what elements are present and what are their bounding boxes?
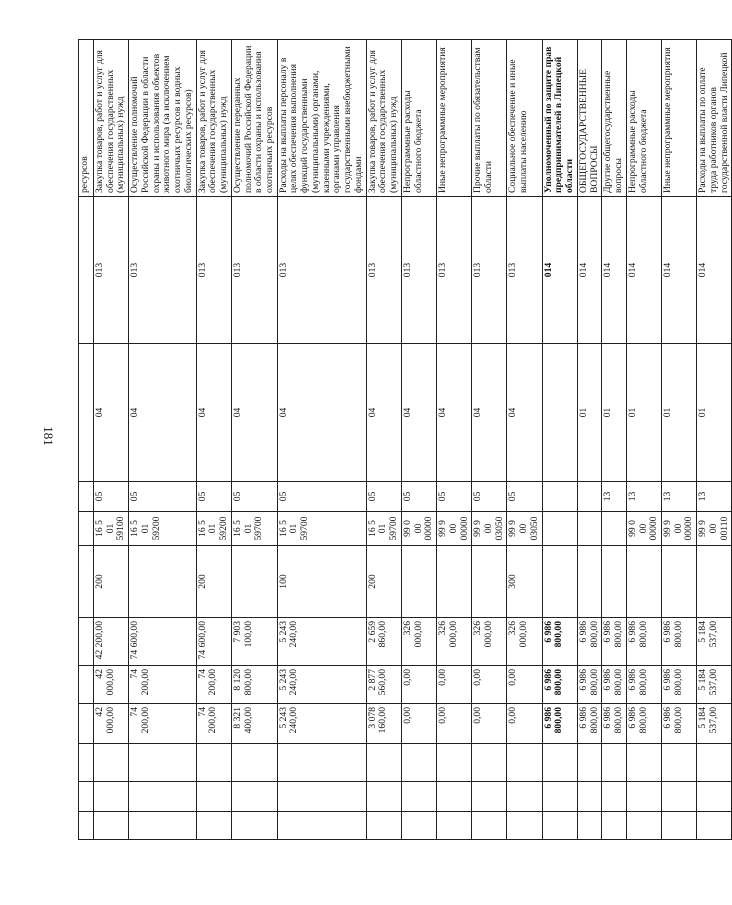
cell-vr bbox=[626, 546, 661, 618]
cell-target: 99 0 00 00000 bbox=[626, 512, 661, 546]
cell-year3: 6 986 800,00 bbox=[661, 704, 696, 744]
cell-year2: 8 120 800,00 bbox=[231, 666, 277, 704]
cell-vr bbox=[661, 546, 696, 618]
cell-empty bbox=[94, 782, 129, 812]
cell-empty bbox=[129, 812, 196, 840]
cell-year3 bbox=[79, 704, 94, 744]
cell-section: 04 bbox=[231, 344, 277, 482]
cell-subsection: 05 bbox=[366, 482, 401, 512]
cell-year2: 6 986 800,00 bbox=[661, 666, 696, 704]
cell-name: Закупка товаров, работ и услуг для обеспечения государственных (муниципальных) нужд bbox=[366, 40, 401, 197]
table-row bbox=[366, 40, 401, 840]
cell-target bbox=[542, 512, 577, 546]
cell-subsection: 05 bbox=[437, 482, 472, 512]
cell-year1: 42 200,00 bbox=[94, 618, 129, 666]
cell-empty bbox=[437, 782, 472, 812]
cell-subsection: 05 bbox=[472, 482, 507, 512]
table-row bbox=[401, 40, 436, 840]
cell-name: ОБЩЕГОСУДАРСТВЕННЫЕ ВОПРОСЫ bbox=[577, 40, 601, 197]
cell-year2: 74 200,00 bbox=[196, 666, 231, 704]
cell-empty bbox=[129, 782, 196, 812]
cell-year3: 6 986 800,00 bbox=[602, 704, 626, 744]
cell-subsection: 13 bbox=[626, 482, 661, 512]
cell-vr: 200 bbox=[366, 546, 401, 618]
cell-vr bbox=[697, 546, 732, 618]
cell-admin: 014 bbox=[661, 197, 696, 344]
cell-target: 16 5 01 59200 bbox=[196, 512, 231, 546]
cell-name: Прочие выплаты по обязательствам области bbox=[472, 40, 507, 197]
cell-empty bbox=[697, 812, 732, 840]
cell-subsection: 13 bbox=[602, 482, 626, 512]
cell-target: 16 5 01 59700 bbox=[231, 512, 277, 546]
cell-year2: 0,00 bbox=[401, 666, 436, 704]
cell-target bbox=[577, 512, 601, 546]
cell-admin: 013 bbox=[129, 197, 196, 344]
cell-year3: 42 000,00 bbox=[94, 704, 129, 744]
cell-section: 04 bbox=[129, 344, 196, 482]
cell-section: 01 bbox=[577, 344, 601, 482]
cell-vr bbox=[231, 546, 277, 618]
budget-table bbox=[78, 39, 732, 840]
cell-year1: 74 600,00 bbox=[196, 618, 231, 666]
cell-year3: 8 321 400,00 bbox=[231, 704, 277, 744]
table-row bbox=[626, 40, 661, 840]
cell-target: 16 5 01 59700 bbox=[277, 512, 366, 546]
cell-year1: 5 184 537,00 bbox=[697, 618, 732, 666]
cell-subsection: 05 bbox=[129, 482, 196, 512]
cell-admin bbox=[79, 197, 94, 344]
cell-section: 04 bbox=[472, 344, 507, 482]
cell-year1: 6 986 800,00 bbox=[661, 618, 696, 666]
cell-admin: 013 bbox=[507, 197, 542, 344]
cell-subsection: 05 bbox=[196, 482, 231, 512]
cell-empty bbox=[697, 782, 732, 812]
cell-empty bbox=[472, 812, 507, 840]
cell-section: 04 bbox=[366, 344, 401, 482]
cell-year3: 74 200,00 bbox=[129, 704, 196, 744]
cell-empty bbox=[437, 812, 472, 840]
cell-name: Непрограммные расходы областного бюджета bbox=[626, 40, 661, 197]
cell-year1 bbox=[79, 618, 94, 666]
cell-empty bbox=[602, 744, 626, 782]
cell-year3: 0,00 bbox=[437, 704, 472, 744]
cell-target: 16 5 01 59100 bbox=[94, 512, 129, 546]
cell-empty bbox=[661, 744, 696, 782]
cell-year3: 6 986 800,00 bbox=[577, 704, 601, 744]
cell-section: 04 bbox=[196, 344, 231, 482]
cell-name: Социальное обеспечение и иные выплаты населению bbox=[507, 40, 542, 197]
cell-year1: 2 659 860,00 bbox=[366, 618, 401, 666]
table-row bbox=[277, 40, 366, 840]
cell-admin: 013 bbox=[231, 197, 277, 344]
cell-vr bbox=[542, 546, 577, 618]
cell-name: Осуществление полномочий Российской Федерации в области охраны и использования объектов животного мира (за исключением охотничьих ресурсов и водных биологических ресурсов) bbox=[129, 40, 196, 197]
cell-vr bbox=[577, 546, 601, 618]
cell-vr: 200 bbox=[196, 546, 231, 618]
cell-empty bbox=[577, 744, 601, 782]
cell-empty bbox=[577, 812, 601, 840]
cell-year1: 6 986 800,00 bbox=[577, 618, 601, 666]
cell-empty bbox=[602, 782, 626, 812]
cell-empty bbox=[231, 782, 277, 812]
cell-section: 01 bbox=[602, 344, 626, 482]
cell-section bbox=[79, 344, 94, 482]
cell-section: 04 bbox=[277, 344, 366, 482]
cell-empty bbox=[79, 744, 94, 782]
cell-subsection: 05 bbox=[507, 482, 542, 512]
cell-empty bbox=[507, 782, 542, 812]
cell-admin: 013 bbox=[94, 197, 129, 344]
cell-name: Уполномоченный по защите прав предпринимателей в Липецкой области bbox=[542, 40, 577, 197]
cell-admin: 014 bbox=[626, 197, 661, 344]
cell-name: Закупка товаров, работ и услуг для обеспечения государственных (муниципальных) нужд bbox=[94, 40, 129, 197]
cell-admin: 014 bbox=[697, 197, 732, 344]
cell-admin: 013 bbox=[401, 197, 436, 344]
cell-year3: 3 078 160,00 bbox=[366, 704, 401, 744]
cell-empty bbox=[661, 812, 696, 840]
cell-year1: 7 903 100,00 bbox=[231, 618, 277, 666]
cell-subsection bbox=[542, 482, 577, 512]
table-row bbox=[697, 40, 732, 840]
cell-year2: 5 243 240,00 bbox=[277, 666, 366, 704]
cell-section: 04 bbox=[507, 344, 542, 482]
cell-year2: 42 000,00 bbox=[94, 666, 129, 704]
cell-admin: 013 bbox=[366, 197, 401, 344]
cell-year1: 6 986 800,00 bbox=[542, 618, 577, 666]
cell-target: 16 5 01 59200 bbox=[129, 512, 196, 546]
cell-admin: 013 bbox=[437, 197, 472, 344]
cell-empty bbox=[79, 782, 94, 812]
cell-year2: 6 986 800,00 bbox=[577, 666, 601, 704]
cell-year1: 326 000,00 bbox=[437, 618, 472, 666]
cell-empty bbox=[472, 744, 507, 782]
cell-target: 99 9 00 03050 bbox=[472, 512, 507, 546]
cell-year1: 326 000,00 bbox=[401, 618, 436, 666]
cell-year3: 6 986 800,00 bbox=[542, 704, 577, 744]
cell-empty bbox=[626, 782, 661, 812]
cell-target: 99 0 00 00000 bbox=[401, 512, 436, 546]
cell-subsection: 13 bbox=[661, 482, 696, 512]
table-row bbox=[661, 40, 696, 840]
cell-target: 99 9 00 00000 bbox=[437, 512, 472, 546]
cell-year1: 6 986 800,00 bbox=[602, 618, 626, 666]
cell-empty bbox=[196, 812, 231, 840]
cell-year2: 0,00 bbox=[472, 666, 507, 704]
cell-name: Другие общегосударственные вопросы bbox=[602, 40, 626, 197]
cell-empty bbox=[661, 782, 696, 812]
table-row bbox=[577, 40, 601, 840]
cell-empty bbox=[196, 744, 231, 782]
cell-year3: 0,00 bbox=[507, 704, 542, 744]
cell-year3: 0,00 bbox=[401, 704, 436, 744]
cell-vr: 100 bbox=[277, 546, 366, 618]
table-row bbox=[231, 40, 277, 840]
cell-empty bbox=[626, 812, 661, 840]
cell-year2: 6 986 800,00 bbox=[542, 666, 577, 704]
cell-empty bbox=[231, 812, 277, 840]
cell-section: 04 bbox=[401, 344, 436, 482]
table-row bbox=[79, 40, 94, 840]
cell-empty bbox=[79, 812, 94, 840]
cell-vr bbox=[437, 546, 472, 618]
cell-year2: 6 986 800,00 bbox=[602, 666, 626, 704]
table-row bbox=[437, 40, 472, 840]
cell-empty bbox=[542, 782, 577, 812]
cell-vr bbox=[79, 546, 94, 618]
cell-admin: 014 bbox=[602, 197, 626, 344]
cell-empty bbox=[401, 782, 436, 812]
cell-empty bbox=[196, 782, 231, 812]
cell-empty bbox=[277, 782, 366, 812]
cell-empty bbox=[577, 782, 601, 812]
cell-year1: 326 000,00 bbox=[472, 618, 507, 666]
cell-target: 16 5 01 59700 bbox=[366, 512, 401, 546]
cell-empty bbox=[401, 744, 436, 782]
cell-name: Иные непрограммные мероприятия bbox=[437, 40, 472, 197]
cell-year1: 74 600,00 bbox=[129, 618, 196, 666]
cell-subsection: 05 bbox=[277, 482, 366, 512]
table-row bbox=[472, 40, 507, 840]
cell-year2: 74 200,00 bbox=[129, 666, 196, 704]
budget-table-body bbox=[79, 40, 732, 840]
table-row bbox=[507, 40, 542, 840]
cell-admin: 013 bbox=[196, 197, 231, 344]
cell-empty bbox=[472, 782, 507, 812]
cell-year3: 5 243 240,00 bbox=[277, 704, 366, 744]
table-row bbox=[196, 40, 231, 840]
cell-target: 99 9 00 00110 bbox=[697, 512, 732, 546]
cell-year1: 6 986 800,00 bbox=[626, 618, 661, 666]
cell-empty bbox=[366, 744, 401, 782]
cell-year1: 5 243 240,00 bbox=[277, 618, 366, 666]
table-row bbox=[129, 40, 196, 840]
cell-empty bbox=[542, 812, 577, 840]
cell-year3: 0,00 bbox=[472, 704, 507, 744]
cell-year2: 6 986 800,00 bbox=[626, 666, 661, 704]
cell-target: 99 9 00 00000 bbox=[661, 512, 696, 546]
cell-year3: 74 200,00 bbox=[196, 704, 231, 744]
cell-empty bbox=[94, 812, 129, 840]
cell-year2: 2 877 560,00 bbox=[366, 666, 401, 704]
page-number: 181 bbox=[40, 426, 56, 446]
cell-empty bbox=[542, 744, 577, 782]
cell-name: Закупка товаров, работ и услуг для обеспечения государственных (муниципальных) нужд bbox=[196, 40, 231, 197]
cell-name: Осуществление переданных полномочий Российской Федерации в области охраны и использования охотничьих ресурсов bbox=[231, 40, 277, 197]
cell-admin: 014 bbox=[542, 197, 577, 344]
cell-empty bbox=[94, 744, 129, 782]
cell-subsection: 05 bbox=[401, 482, 436, 512]
cell-admin: 013 bbox=[277, 197, 366, 344]
cell-year2: 0,00 bbox=[507, 666, 542, 704]
cell-empty bbox=[401, 812, 436, 840]
cell-empty bbox=[626, 744, 661, 782]
cell-empty bbox=[366, 812, 401, 840]
cell-target: 99 9 00 03050 bbox=[507, 512, 542, 546]
rotated-table-wrapper bbox=[78, 40, 730, 840]
cell-subsection bbox=[79, 482, 94, 512]
cell-year2 bbox=[79, 666, 94, 704]
cell-vr: 300 bbox=[507, 546, 542, 618]
cell-vr bbox=[401, 546, 436, 618]
table-row bbox=[602, 40, 626, 840]
cell-section: 01 bbox=[626, 344, 661, 482]
cell-empty bbox=[507, 744, 542, 782]
cell-subsection: 05 bbox=[231, 482, 277, 512]
cell-target bbox=[79, 512, 94, 546]
cell-empty bbox=[602, 812, 626, 840]
cell-empty bbox=[231, 744, 277, 782]
cell-vr bbox=[472, 546, 507, 618]
cell-target bbox=[602, 512, 626, 546]
cell-empty bbox=[277, 744, 366, 782]
cell-name: Расходы на выплаты по оплате труда работников органов государственной власти Липецкой bbox=[697, 40, 732, 197]
cell-section: 04 bbox=[437, 344, 472, 482]
cell-year1: 326 000,00 bbox=[507, 618, 542, 666]
cell-admin: 013 bbox=[472, 197, 507, 344]
table-row bbox=[542, 40, 577, 840]
cell-section: 04 bbox=[94, 344, 129, 482]
cell-name: Иные непрограммные мероприятия bbox=[661, 40, 696, 197]
cell-vr: 200 bbox=[94, 546, 129, 618]
cell-year3: 5 184 537,00 bbox=[697, 704, 732, 744]
cell-subsection bbox=[577, 482, 601, 512]
cell-subsection: 05 bbox=[94, 482, 129, 512]
cell-section: 01 bbox=[697, 344, 732, 482]
cell-empty bbox=[507, 812, 542, 840]
cell-section: 01 bbox=[661, 344, 696, 482]
cell-empty bbox=[366, 782, 401, 812]
cell-year2: 0,00 bbox=[437, 666, 472, 704]
cell-empty bbox=[437, 744, 472, 782]
cell-vr bbox=[602, 546, 626, 618]
cell-section bbox=[542, 344, 577, 482]
cell-empty bbox=[129, 744, 196, 782]
cell-name: Расходы на выплаты персоналу в целях обеспечения выполнения функций государственными (муниципальными) органами, казенными учреждениями, органами управления государственными внебюджетными фондами bbox=[277, 40, 366, 197]
cell-subsection: 13 bbox=[697, 482, 732, 512]
cell-empty bbox=[697, 744, 732, 782]
cell-name: Непрограммные расходы областного бюджета bbox=[401, 40, 436, 197]
cell-admin: 014 bbox=[577, 197, 601, 344]
cell-year3: 6 986 800,00 bbox=[626, 704, 661, 744]
cell-vr bbox=[129, 546, 196, 618]
cell-empty bbox=[277, 812, 366, 840]
table-row bbox=[94, 40, 129, 840]
cell-year2: 5 184 537,00 bbox=[697, 666, 732, 704]
cell-name: ресурсов bbox=[79, 40, 94, 197]
